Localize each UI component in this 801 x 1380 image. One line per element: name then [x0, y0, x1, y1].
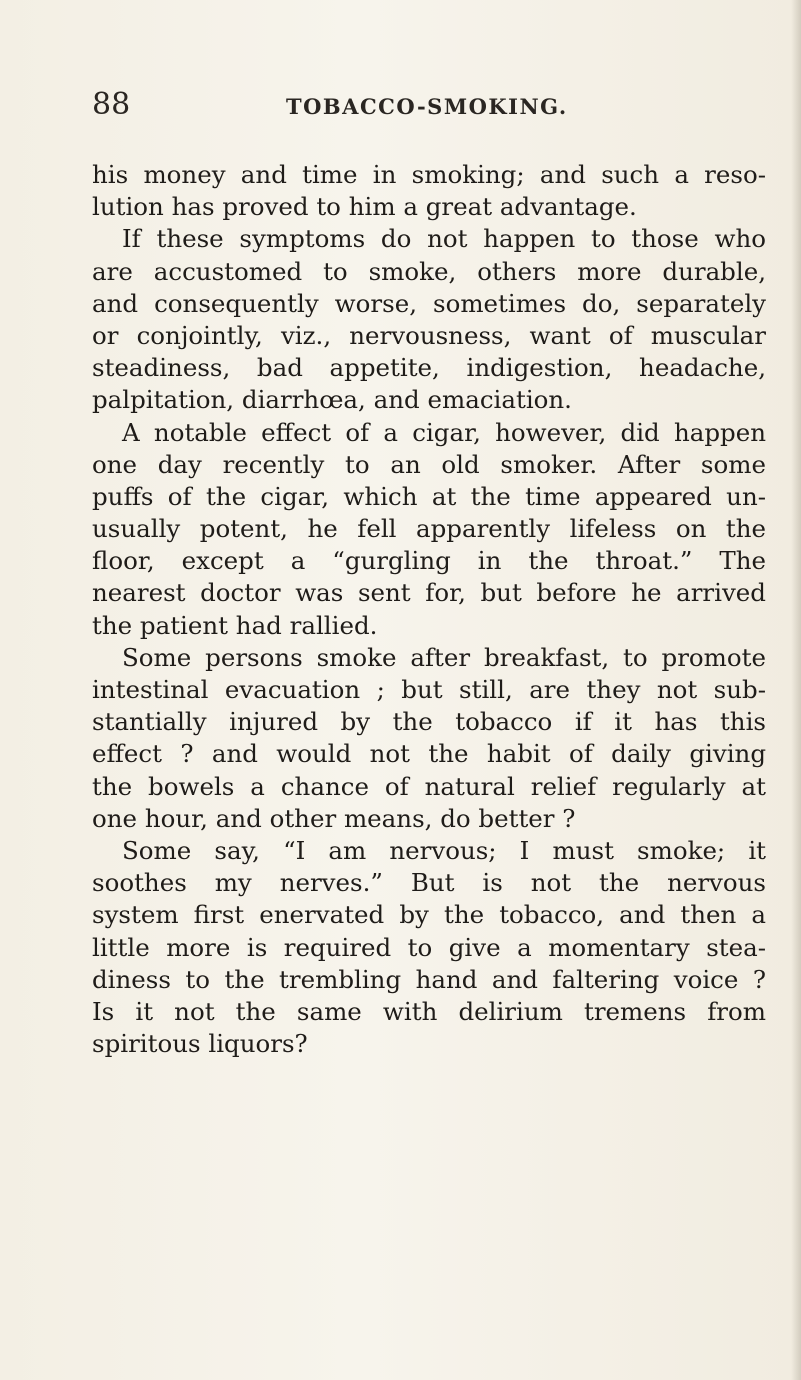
text-line: usually potent, he fell apparently lifeless on the [92, 514, 766, 544]
text-line: palpitation, diarrhœa, and emaciation. [92, 385, 572, 415]
text-line: the bowels a chance of natural relief regularly at [92, 771, 766, 801]
text-line: intestinal evacuation ; but still, are they not sub- [92, 675, 766, 704]
text-line: Is it not the same with delirium tremens from [92, 996, 766, 1026]
text-line: diness to the trembling hand and faltering voice ? [92, 964, 766, 994]
text-line: If these symptoms do not happen to those who [122, 224, 766, 254]
text-line: one hour, and other means, do better ? [92, 803, 576, 833]
text-line: soothes my nerves.” But is not the nervous [92, 868, 766, 898]
body-text [92, 159, 766, 1060]
text-line: his money and time in smoking; and such a reso- [92, 160, 766, 189]
text-line: floor, except a “gurgling in the throat.” The [92, 546, 766, 576]
text-line: nearest doctor was sent for, but before he arrived [92, 578, 766, 608]
text-line: effect ? and would not the habit of daily giving [92, 739, 766, 769]
text-line: one day recently to an old smoker. After some [92, 449, 766, 479]
text-line: lution has proved to him a great advantage. [92, 192, 637, 222]
text-line: are accustomed to smoke, others more durable, [92, 256, 766, 286]
text-line: the patient had rallied. [92, 610, 378, 640]
text-line: or conjointly, viz., nervousness, want of muscular [92, 320, 766, 350]
text-line: Some persons smoke after breakfast, to promote [122, 642, 766, 672]
text-line: system first enervated by the tobacco, and then a [92, 900, 766, 930]
text-line: steadiness, bad appetite, indigestion, headache, [92, 353, 766, 383]
page-edge-shadow [791, 0, 801, 1380]
text-line: stantially injured by the tobacco if it has this [92, 707, 766, 737]
page-number: 88 [92, 87, 131, 122]
page-header [0, 88, 801, 128]
text-line: puffs of the cigar, which at the time appeared un- [92, 481, 766, 511]
text-line: A notable effect of a cigar, however, did happen [122, 417, 766, 447]
text-line: spiritous liquors? [92, 1029, 308, 1059]
running-head: TOBACCO-SMOKING. [286, 94, 568, 119]
text-line: and consequently worse, sometimes do, separately [92, 288, 766, 318]
text-line: little more is required to give a momentary stea- [92, 932, 766, 962]
text-line: Some say, “I am nervous; I must smoke; it [122, 835, 766, 865]
